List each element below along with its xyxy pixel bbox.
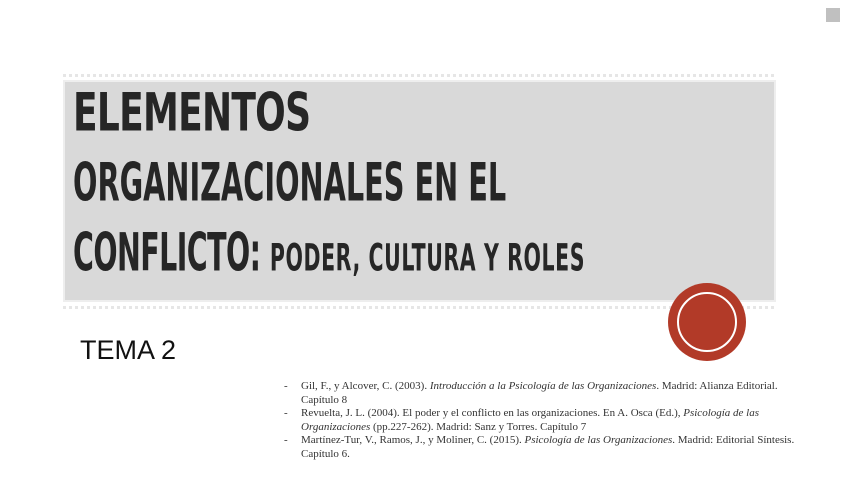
bullet-dash: - bbox=[284, 407, 288, 419]
title-line-3-main: CONFLICTO: bbox=[73, 222, 261, 283]
title-line-3-subtitle: PODER, CULTURA Y ROLES bbox=[269, 236, 586, 280]
accent-circle-ring bbox=[677, 292, 737, 352]
title-banner bbox=[63, 80, 776, 302]
reference-text: Martínez-Tur, V., Ramos, J., y Moliner, C. (2015). bbox=[301, 434, 525, 446]
slide-subtitle: TEMA 2 bbox=[80, 335, 177, 365]
bullet-dash: - bbox=[284, 434, 288, 446]
title-line-1: ELEMENTOS bbox=[73, 82, 311, 143]
reference-text-end: . Madrid: Alianza Editorial. Capítulo 8 bbox=[301, 380, 778, 406]
reference-item bbox=[282, 434, 802, 461]
reference-list bbox=[282, 380, 802, 461]
bullet-dash: - bbox=[284, 380, 288, 392]
reference-text: Revuelta, J. L. (2004). El poder y el conflicto en las organizaciones. En A. Osca (Ed.), bbox=[301, 407, 684, 419]
reference-text: Gil, F., y Alcover, C. (2003). bbox=[301, 380, 430, 392]
accent-circle bbox=[668, 283, 746, 361]
reference-item bbox=[282, 407, 802, 434]
reference-book-title: Psicología de las Organizaciones bbox=[301, 407, 760, 433]
reference-text-end: . Madrid: Editorial Síntesis. Capítulo 6. bbox=[301, 434, 795, 460]
title-line-2: ORGANIZACIONALES EN EL bbox=[73, 152, 507, 213]
title-line-3 bbox=[73, 222, 585, 283]
reference-item bbox=[282, 380, 802, 407]
corner-square-decoration bbox=[826, 8, 840, 22]
reference-book-title: Psicología de las Organizaciones bbox=[524, 434, 673, 446]
reference-book-title: Introducción a la Psicología de las Organizaciones bbox=[429, 380, 657, 392]
reference-text-end: (pp.227-262). Madrid: Sanz y Torres. Capítulo 7 bbox=[370, 420, 587, 433]
